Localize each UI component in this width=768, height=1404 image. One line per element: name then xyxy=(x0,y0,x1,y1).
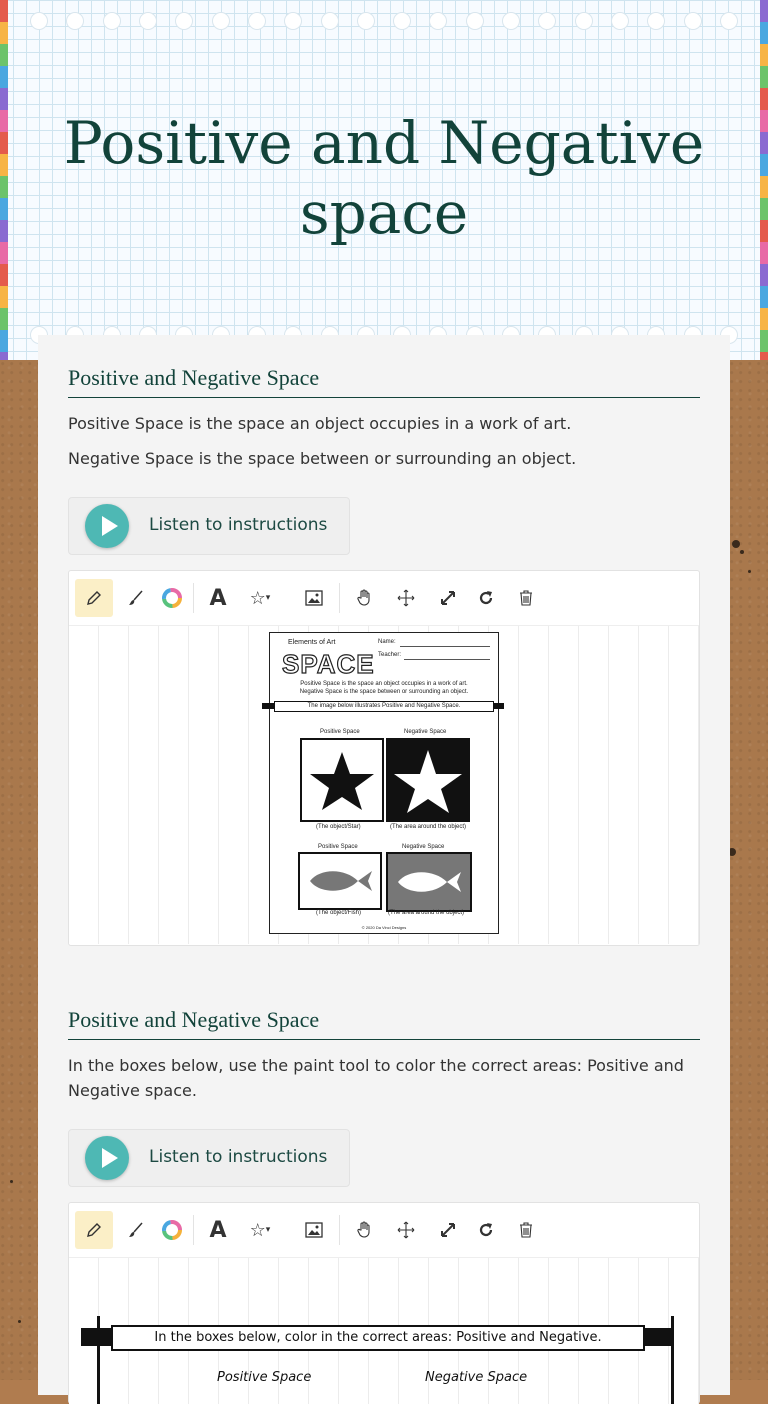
ws-label-negative-2: Negative Space xyxy=(402,844,445,850)
ws-def-positive: Positive Space is the space an object occupies in a work of art. xyxy=(300,681,468,687)
ws-label-positive-1: Positive Space xyxy=(320,729,360,735)
color-wheel-icon[interactable] xyxy=(153,1211,191,1249)
listen-label: Listen to instructions xyxy=(149,515,328,535)
section-2-title: Positive and Negative Space xyxy=(68,1007,700,1040)
color-wheel-icon[interactable] xyxy=(153,579,191,617)
ws-name-label: Name: xyxy=(378,639,396,645)
ws-header: Elements of Art xyxy=(288,639,336,646)
ws-def-negative: Negative Space is the space between or surrounding an object. xyxy=(299,689,469,695)
ws-label-negative-1: Negative Space xyxy=(404,729,447,735)
page-title: Positive and Negative space xyxy=(63,109,705,247)
paper-holes-top xyxy=(30,12,738,30)
ws-banner: The image below illustrates Positive and Negative Space. xyxy=(274,701,494,712)
brush-icon[interactable] xyxy=(117,1211,155,1249)
redo-icon[interactable] xyxy=(467,1211,505,1249)
section-1-title: Positive and Negative Space xyxy=(68,365,700,398)
listen-instructions-button-1[interactable] xyxy=(68,497,350,555)
drawing-canvas[interactable] xyxy=(69,1258,699,1404)
drawing-toolbar xyxy=(69,571,699,626)
ws2-label-negative: Negative Space xyxy=(425,1370,528,1385)
brush-icon[interactable] xyxy=(117,579,155,617)
trash-icon[interactable] xyxy=(507,579,545,617)
section-1-paragraph-1: Positive Space is the space an object occupies in a work of art. xyxy=(68,414,572,433)
positive-star-box xyxy=(300,738,384,822)
negative-star-box xyxy=(386,738,470,822)
pencil-icon[interactable] xyxy=(75,579,113,617)
text-icon[interactable]: A xyxy=(209,1217,227,1243)
expand-icon[interactable] xyxy=(429,579,467,617)
negative-fish-box xyxy=(386,852,472,912)
ws-caption-4: (The area around the object) xyxy=(388,910,465,916)
ws-big-title: SPACE xyxy=(282,649,375,679)
color-edge-left xyxy=(0,0,8,360)
move-icon[interactable] xyxy=(387,1211,425,1249)
ws-caption-2: (The area around the object) xyxy=(390,824,467,830)
move-icon[interactable] xyxy=(387,579,425,617)
worksheet-image xyxy=(269,632,499,934)
ws-caption-3: (The object/Fish) xyxy=(316,910,362,916)
redo-icon[interactable] xyxy=(467,579,505,617)
image-icon[interactable] xyxy=(295,1211,333,1249)
star-stamp-icon[interactable]: ☆ ▾ xyxy=(249,1219,271,1241)
text-icon[interactable]: A xyxy=(209,585,227,611)
drawing-canvas[interactable] xyxy=(69,626,699,944)
drawing-tool-1 xyxy=(68,570,700,946)
ws2-label-positive: Positive Space xyxy=(217,1370,312,1385)
header-banner xyxy=(0,0,768,360)
hand-icon[interactable] xyxy=(345,579,383,617)
drawing-toolbar xyxy=(69,1203,699,1258)
section-1-paragraph-2: Negative Space is the space between or surrounding an object. xyxy=(68,449,577,468)
trash-icon[interactable] xyxy=(507,1211,545,1249)
hand-icon[interactable] xyxy=(345,1211,383,1249)
play-icon[interactable] xyxy=(85,504,129,548)
pencil-icon[interactable] xyxy=(75,1211,113,1249)
drawing-tool-2 xyxy=(68,1202,700,1404)
color-edge-right xyxy=(760,0,768,360)
image-icon[interactable] xyxy=(295,579,333,617)
ws2-banner: In the boxes below, color in the correct areas: Positive and Negative. xyxy=(111,1325,645,1351)
positive-fish-box xyxy=(298,852,382,910)
expand-icon[interactable] xyxy=(429,1211,467,1249)
play-icon[interactable] xyxy=(85,1136,129,1180)
ws-caption-1: (The object/Star) xyxy=(316,824,361,830)
section-2-paragraph-1: In the boxes below, use the paint tool to color the correct areas: Positive and Negative space. xyxy=(68,1056,684,1100)
worksheet-card xyxy=(38,335,730,1395)
listen-instructions-button-2[interactable] xyxy=(68,1129,350,1187)
ws-teacher-label: Teacher: xyxy=(378,652,402,658)
ws-footer: © 2020 Da Vinci Designs xyxy=(361,925,407,930)
ws-label-positive-2: Positive Space xyxy=(318,844,358,850)
star-stamp-icon[interactable]: ☆ ▾ xyxy=(249,587,271,609)
listen-label: Listen to instructions xyxy=(149,1147,328,1167)
